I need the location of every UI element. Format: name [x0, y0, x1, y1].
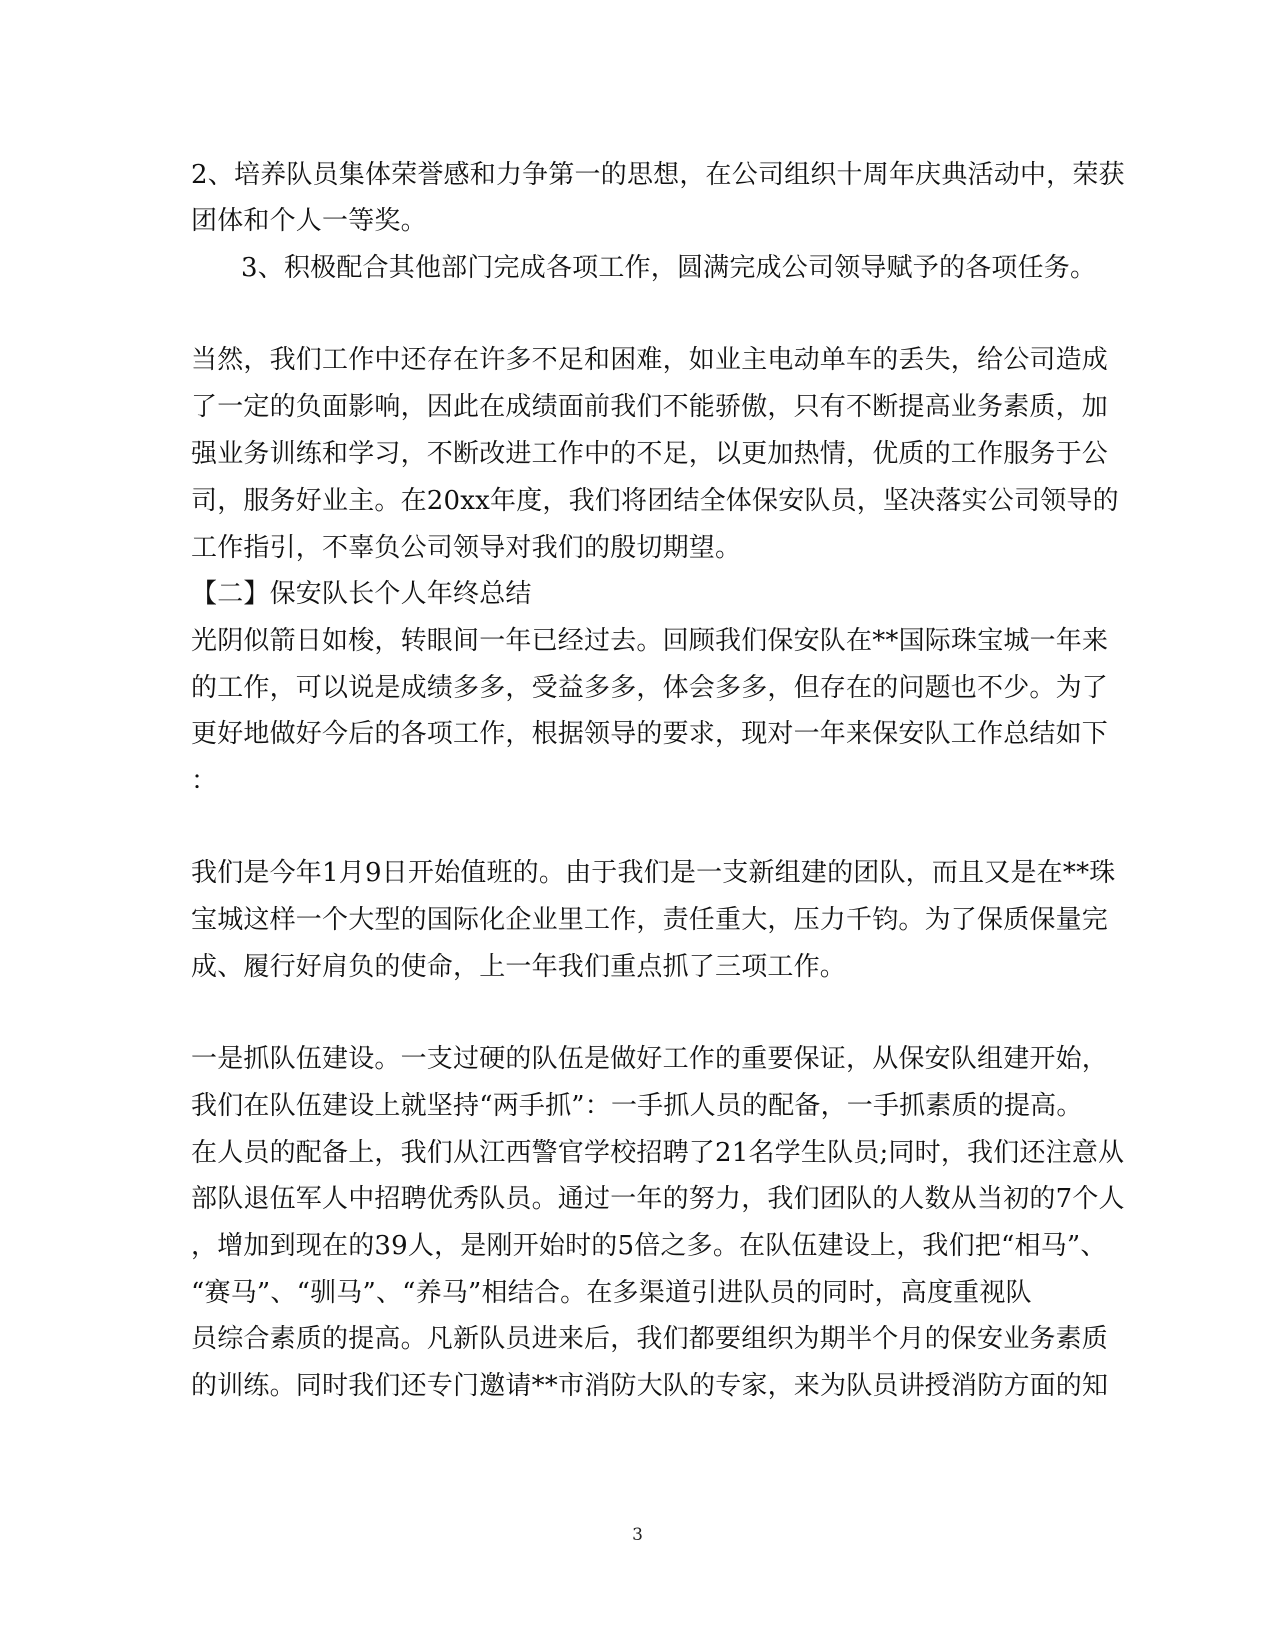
- text-line: 了一定的负面影响，因此在成绩面前我们不能骄傲，只有不断提高业务素质，加: [191, 392, 1109, 422]
- text-line: 成、履行好肩负的使命，上一年我们重点抓了三项工作。: [191, 952, 847, 982]
- page-number: 3: [632, 1525, 643, 1545]
- text-line: 在人员的配备上，我们从江西警官学校招聘了21名学生队员;同时，我们还注意从: [191, 1138, 1125, 1168]
- text-line: 部队退伍军人中招聘优秀队员。通过一年的努力，我们团队的人数从当初的7个人: [191, 1184, 1125, 1214]
- text-line: 一是抓队伍建设。一支过硬的队伍是做好工作的重要保证，从保安队组建开始，: [191, 1044, 1109, 1074]
- text-line: 3、积极配合其他部门完成各项工作，圆满完成公司领导赋予的各项任务。: [241, 253, 1097, 283]
- text-line: 员综合素质的提高。凡新队员进来后，我们都要组织为期半个月的保安业务素质: [191, 1324, 1109, 1354]
- text-line: 我们是今年1月9日开始值班的。由于我们是一支新组建的团队，而且又是在**珠: [191, 858, 1116, 888]
- text-line: ，增加到现在的39人，是刚开始时的5倍之多。在队伍建设上，我们把“相马”、: [191, 1231, 1107, 1261]
- section-heading: 【二】保安队长个人年终总结: [191, 579, 532, 609]
- text-line: ：: [191, 766, 218, 796]
- text-line: 光阴似箭日如梭，转眼间一年已经过去。回顾我们保安队在**国际珠宝城一年来: [191, 626, 1109, 656]
- text-line: 2、培养队员集体荣誉感和力争第一的思想，在公司组织十周年庆典活动中，荣获: [191, 160, 1125, 190]
- text-line: 司，服务好业主。在20xx年度，我们将团结全体保安队员，坚决落实公司领导的: [191, 486, 1119, 516]
- text-line: 团体和个人一等奖。: [191, 206, 427, 236]
- text-line: 宝城这样一个大型的国际化企业里工作，责任重大，压力千钧。为了保质保量完: [191, 905, 1109, 935]
- text-line: 的工作，可以说是成绩多多，受益多多，体会多多，但存在的问题也不少。为了: [191, 673, 1109, 703]
- text-line: 更好地做好今后的各项工作，根据领导的要求，现对一年来保安队工作总结如下: [191, 719, 1109, 749]
- text-line: 工作指引，不辜负公司领导对我们的殷切期望。: [191, 533, 742, 563]
- text-line: 强业务训练和学习，不断改进工作中的不足，以更加热情，优质的工作服务于公: [191, 439, 1109, 469]
- text-line: 我们在队伍建设上就坚持“两手抓”：一手抓人员的配备，一手抓素质的提高。: [191, 1091, 1083, 1121]
- text-line: 当然，我们工作中还存在许多不足和困难，如业主电动单车的丢失，给公司造成: [191, 345, 1109, 375]
- text-line: “赛马”、“驯马”、“养马”相结合。在多渠道引进队员的同时，高度重视队: [191, 1278, 1032, 1308]
- text-line: 的训练。同时我们还专门邀请**市消防大队的专家，来为队员讲授消防方面的知: [191, 1371, 1109, 1401]
